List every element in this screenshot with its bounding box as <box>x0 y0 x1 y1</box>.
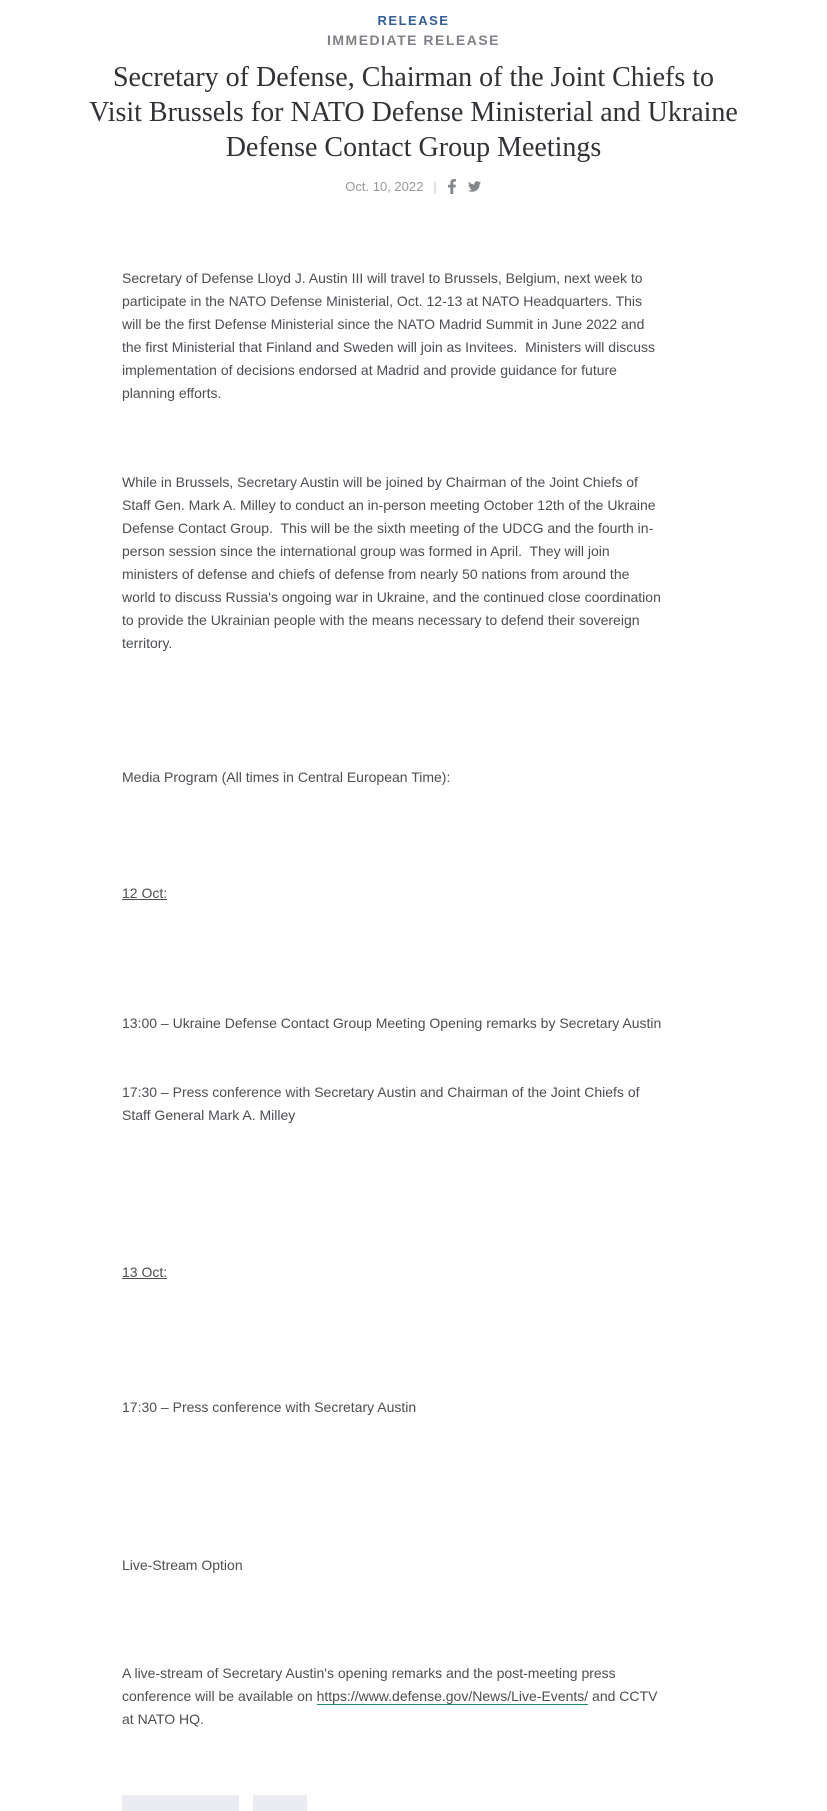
live-stream-heading: Live-Stream Option <box>122 1557 243 1573</box>
media-program-heading: Media Program (All times in Central European Time): <box>122 769 451 785</box>
schedule-item: 13:00 – Ukraine Defense Contact Group Meeting Opening remarks by Secretary Austin <box>122 1015 662 1031</box>
publish-date: Oct. 10, 2022 <box>345 179 424 194</box>
schedule-item: 17:30 – Press conference with Secretary Austin <box>122 1399 417 1415</box>
live-events-link[interactable]: https://www.defense.gov/News/Live-Events/ <box>316 1688 589 1704</box>
tag-button[interactable] <box>253 1795 307 1811</box>
body-paragraph: While in Brussels, Secretary Austin will be joined by Chairman of the Joint Chiefs of Staff Gen. Mark A. Milley to conduct an in-person meeting October 12th of the Ukraine Defense Contact Group. This will be the sixth meeting of the UDCG and the fourth in-person session since the international group was formed in April. They will join ministers of defense and chiefs of defense from nearly 50 nations from around the world to discuss Russia's ongoing war in Ukraine, and the continued close coordination to provide the Ukrainian people with the means necessary to defend their sovereign territory. <box>122 474 665 651</box>
schedule-item: 17:30 – Press conference with Secretary Austin and Chairman of the Joint Chiefs of Staff General Mark A. Milley <box>122 1084 644 1123</box>
schedule-day-label-text: 13 Oct: <box>122 1264 168 1280</box>
release-type-block <box>0 0 827 48</box>
body-paragraph: Secretary of Defense Lloyd J. Austin III will travel to Brussels, Belgium, next week to participate in the NATO Defense Ministerial, Oct. 12-13 at NATO Headquarters. This will be the first Defense Ministerial since the NATO Madrid Summit in June 2022 and the first Ministerial that Finland and Sweden will join as Invitees. Ministers will discuss implementation of decisions endorsed at Madrid and provide guidance for future planning efforts. <box>122 270 659 401</box>
tags-row <box>122 1795 827 1811</box>
schedule-day-2-items <box>122 1350 662 1465</box>
release-label: RELEASE <box>377 13 450 28</box>
immediate-release-label: IMMEDIATE RELEASE <box>326 32 501 48</box>
tag-button[interactable] <box>122 1795 239 1811</box>
schedule-day-1-items <box>122 966 662 1173</box>
article-body <box>122 221 665 1777</box>
schedule-day-label-13-oct <box>122 1261 662 1284</box>
twitter-icon[interactable] <box>467 180 482 193</box>
article-meta-row <box>0 179 827 194</box>
facebook-icon[interactable] <box>447 179 457 194</box>
schedule-day-label-text: 12 Oct: <box>122 885 168 901</box>
schedule-day-label-12-oct <box>122 882 662 905</box>
page-title: Secretary of Defense, Chairman of the Joint Chiefs to Visit Brussels for NATO Defense Ministerial and Ukraine Defense Contact Group Meetings <box>89 62 738 163</box>
meta-separator: | <box>433 179 437 194</box>
live-stream-text-before: A live-stream of Secretary Austin's opening remarks and the post-meeting press conference will be available on <box>122 1665 620 1704</box>
live-stream-text-after: and CCTV at NATO HQ. <box>122 1688 662 1727</box>
live-stream-paragraph <box>122 1662 662 1731</box>
